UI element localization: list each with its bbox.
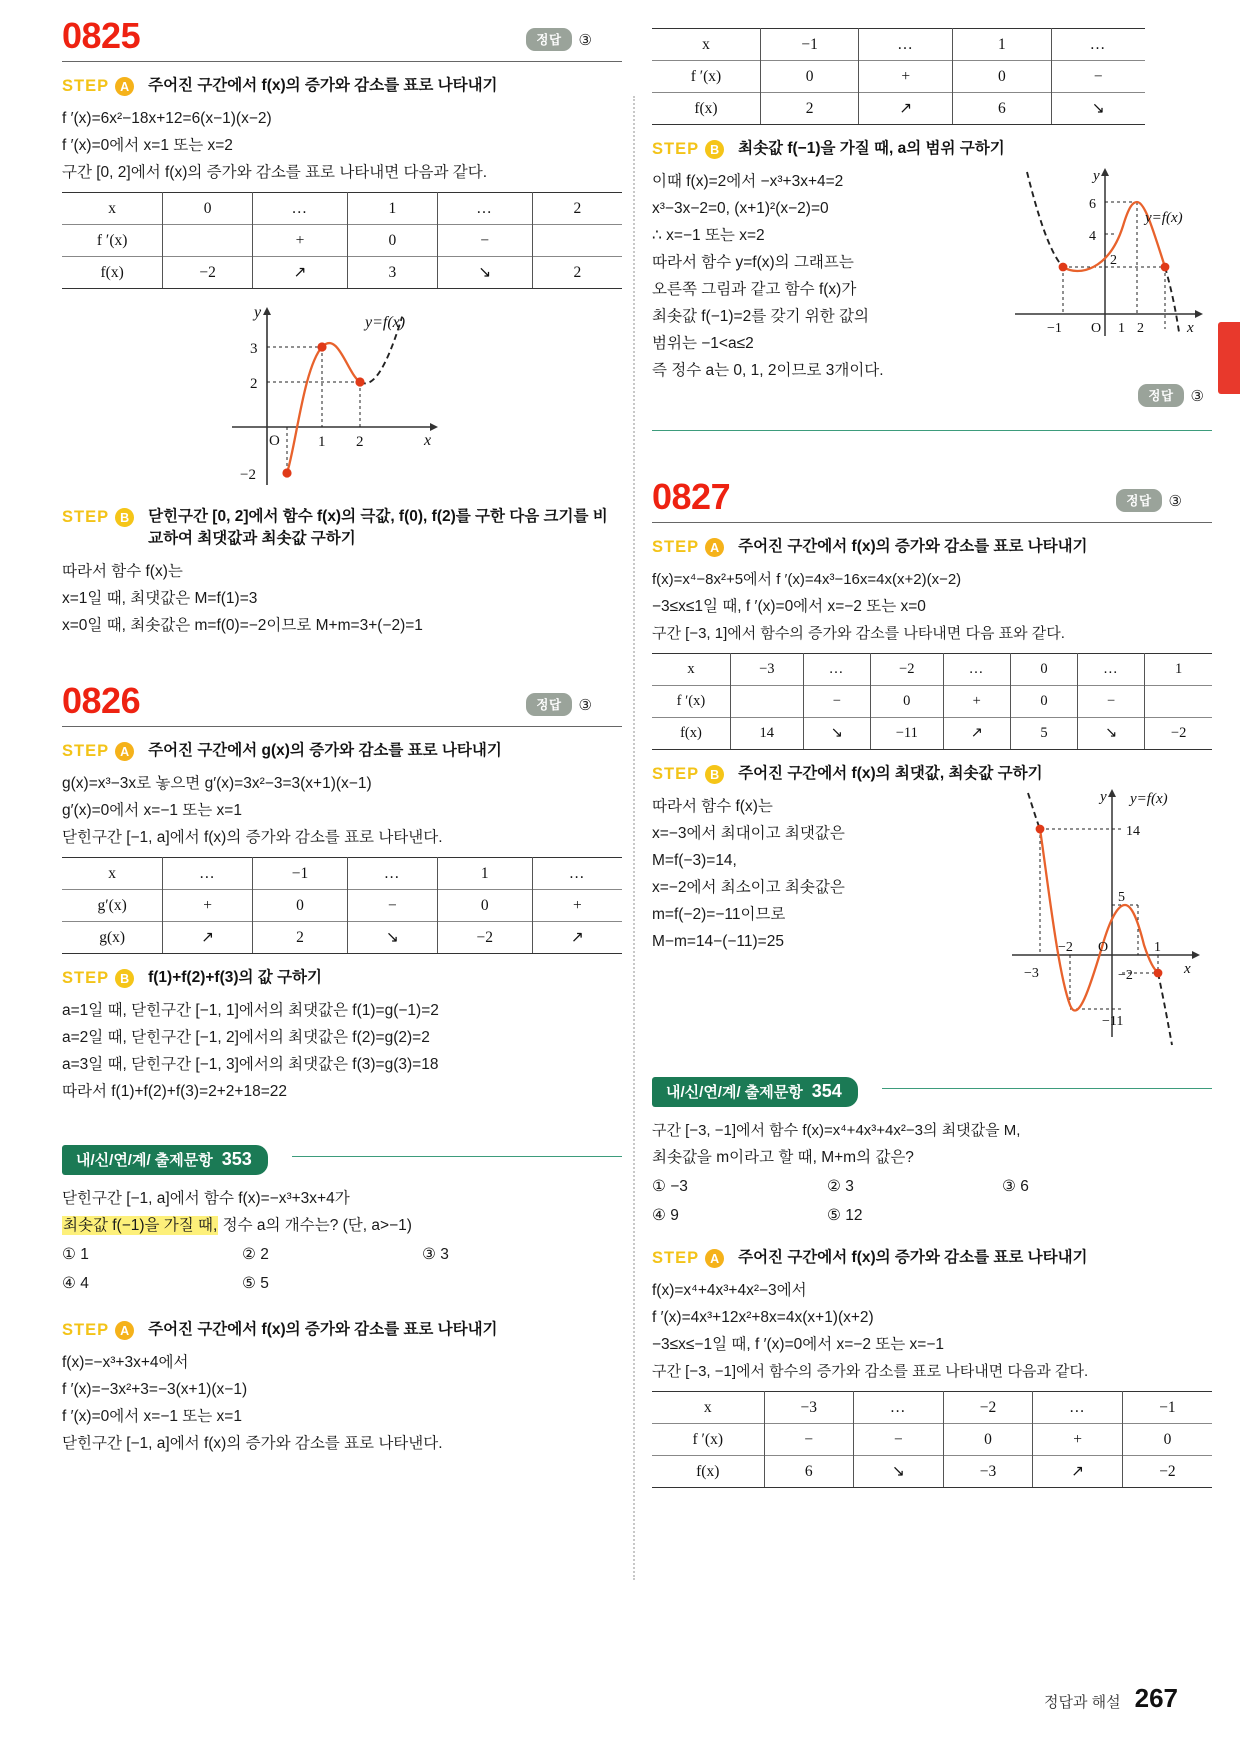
- y-tick-6: 6: [1089, 197, 1096, 212]
- x-axis-label: x: [1184, 961, 1191, 977]
- step-word: STEP: [62, 742, 110, 760]
- cell: 0: [437, 890, 532, 922]
- question-line: 닫힌구간 [−1, a]에서 함수 f(x)=−x³+3x+4가: [62, 1190, 350, 1207]
- choices-row-1: [652, 1173, 1212, 1200]
- formula-line: g′(x)=0에서 x=−1 또는 x=1: [62, 802, 242, 819]
- question-line-2: [62, 1212, 622, 1239]
- cell: 0: [1122, 1424, 1212, 1456]
- result-line: x=1일 때, 최댓값은 M=f(1)=3: [62, 590, 258, 607]
- problem-0825-header: [62, 15, 622, 62]
- formula-line: 구간 [−3, −1]에서 함수의 증가와 감소를 표로 나타내면 다음과 같다.: [652, 1363, 1089, 1380]
- cell: 0: [252, 890, 347, 922]
- cell: ↗: [859, 93, 953, 125]
- y-tick-2: 2: [250, 376, 258, 392]
- problem-0827-header: [652, 476, 1212, 523]
- cell: f(x): [652, 1456, 764, 1488]
- cell: f ′(x): [652, 61, 760, 93]
- formula-line: f(x)=−x³+3x+4에서: [62, 1354, 189, 1371]
- step-word: STEP: [652, 140, 700, 158]
- step-word: STEP: [652, 538, 700, 556]
- naesin-number: 353: [221, 1149, 252, 1169]
- result-line: 따라서 함수 f(x)는: [62, 563, 183, 580]
- formula-line: f ′(x)=4x³+12x²+8x=4x(x+1)(x+2): [652, 1309, 874, 1326]
- cell: 2: [760, 93, 859, 125]
- curve-label: y=f(x): [1145, 210, 1183, 226]
- answer-value: ③: [1168, 492, 1182, 510]
- formula-line: 구간 [−3, 1]에서 함수의 증가와 감소를 나타내면 다음 표와 같다.: [652, 625, 1065, 642]
- divider: [62, 726, 622, 727]
- page-number: 267: [1134, 1683, 1178, 1713]
- cell: −1: [760, 29, 859, 61]
- cell: …: [943, 654, 1010, 686]
- y-tick-neg2: −2: [240, 467, 256, 483]
- table-row: [652, 61, 1145, 93]
- cell: −1: [252, 858, 347, 890]
- cell: −: [437, 225, 532, 257]
- y-tick-4: 4: [1089, 229, 1096, 244]
- step-b-0825: [62, 506, 622, 550]
- step-badge-b: B: [705, 140, 724, 159]
- naesin-354-section: [652, 1077, 1212, 1488]
- cell: −3: [730, 654, 803, 686]
- formula-line: f ′(x)=6x²−18x+12=6(x−1)(x−2): [62, 110, 272, 127]
- formula-line: ∴ x=−1 또는 x=2: [652, 227, 765, 244]
- cell: +: [859, 61, 953, 93]
- cell: 14: [730, 718, 803, 750]
- cell: f ′(x): [62, 225, 163, 257]
- naesin-rule: [292, 1156, 622, 1157]
- cell: x: [652, 654, 730, 686]
- choice-1[interactable]: ① −3: [652, 1178, 688, 1195]
- step-b-353: [652, 138, 1212, 160]
- cell: [730, 686, 803, 718]
- cell: …: [854, 1392, 944, 1424]
- cell: ↘: [437, 257, 532, 289]
- x-tick-neg2: −2: [1058, 940, 1073, 955]
- result-line: 따라서 f(1)+f(2)+f(3)=2+2+18=22: [62, 1083, 288, 1100]
- y-tick-5: 5: [1118, 890, 1125, 905]
- cell: 1: [437, 858, 532, 890]
- table-row: [652, 1392, 1212, 1424]
- step-title: 주어진 구간에서 f(x)의 최댓값, 최솟값 구하기: [738, 765, 1043, 782]
- step-badge-a: A: [115, 77, 134, 96]
- answer-pill-label: 정답: [526, 28, 571, 51]
- y-tick-2: 2: [1110, 253, 1117, 268]
- step-b-0827-text: [652, 793, 968, 955]
- cell: 0: [163, 193, 253, 225]
- step-a-0827: [652, 536, 1212, 558]
- formula-line: g(x)=x³−3x로 놓으면 g′(x)=3x²−3=3(x+1)(x−1): [62, 775, 372, 792]
- cell: x: [652, 1392, 764, 1424]
- cell: −2: [943, 1392, 1033, 1424]
- y-axis-label: y: [254, 304, 262, 321]
- choice-5[interactable]: ⑤ 5: [242, 1275, 269, 1292]
- y-tick-3: 3: [250, 341, 258, 357]
- cell: −: [854, 1424, 944, 1456]
- origin-label: O: [1098, 940, 1109, 955]
- cell: −: [803, 686, 870, 718]
- step-title: 닫힌구간 [0, 2]에서 함수 f(x)의 극값, f(0), f(2)를 구한 다음 크기를 비교하여 최댓값과 최솟값 구하기: [148, 508, 608, 547]
- problem-number: 0825: [62, 15, 141, 56]
- table-row: [652, 654, 1212, 686]
- step-title: 주어진 구간에서 f(x)의 증가와 감소를 표로 나타내기: [148, 77, 498, 94]
- cell: 0: [953, 61, 1052, 93]
- naesin-banner: [62, 1145, 622, 1175]
- step-title: 최솟값 f(−1)을 가질 때, a의 범위 구하기: [738, 140, 1005, 157]
- answer-badge: [526, 693, 592, 716]
- step-title: f(1)+f(2)+f(3)의 값 구하기: [148, 969, 323, 986]
- formula-line: 오른쪽 그림과 같고 함수 f(x)가: [652, 281, 857, 298]
- table-row: [62, 257, 622, 289]
- cell: −2: [1122, 1456, 1212, 1488]
- naesin-question: [62, 1185, 622, 1297]
- cell: −2: [870, 654, 943, 686]
- page-footer: [1044, 1683, 1178, 1714]
- cell: 1: [953, 29, 1052, 61]
- cell: f(x): [652, 93, 760, 125]
- cell: 0: [348, 225, 438, 257]
- naesin-tag-label: 내/신/연/계/ 출제문항: [666, 1084, 803, 1101]
- problem-number: 0826: [62, 680, 141, 721]
- step-badge-a: A: [115, 1321, 134, 1340]
- step-title: 주어진 구간에서 g(x)의 증가와 감소를 표로 나타내기: [148, 742, 502, 759]
- right-column: [652, 0, 1212, 1700]
- table-row: [62, 922, 622, 954]
- cell: g(x): [62, 922, 163, 954]
- question-line: 구간 [−3, −1]에서 함수 f(x)=x⁴+4x³+4x²−3의 최댓값을 M,: [652, 1122, 1021, 1139]
- result-line: a=1일 때, 닫힌구간 [−1, 1]에서의 최댓값은 f(1)=g(−1)=2: [62, 1002, 439, 1019]
- choices-row-2: [652, 1202, 1212, 1229]
- cell: ↘: [803, 718, 870, 750]
- answer-pill-label: 정답: [1116, 489, 1161, 512]
- cell: …: [437, 193, 532, 225]
- cell: 0: [870, 686, 943, 718]
- variation-table-0826: [62, 857, 622, 954]
- table-row: [652, 1424, 1212, 1456]
- step-badge-a: A: [705, 538, 724, 557]
- formula-line: 이때 f(x)=2에서 −x³+3x+4=2: [652, 173, 844, 190]
- result-line: x=−2에서 최소이고 최솟값은: [652, 879, 845, 896]
- step-badge-b: B: [115, 969, 134, 988]
- result-line: x=−3에서 최대이고 최댓값은: [652, 825, 845, 842]
- graph-0825: [62, 295, 622, 500]
- result-line: m=f(−2)=−11이므로: [652, 906, 786, 923]
- cell: 2: [252, 922, 347, 954]
- choice-4[interactable]: ④ 4: [62, 1275, 89, 1292]
- choice-5[interactable]: ⑤ 12: [827, 1207, 863, 1224]
- graph-0827: [962, 787, 1212, 1067]
- graph-353: [997, 164, 1212, 354]
- table-row: [652, 1456, 1212, 1488]
- table-row: [652, 686, 1212, 718]
- y-tick-14: 14: [1126, 824, 1140, 839]
- divider: [62, 61, 622, 62]
- question-line-2: 최솟값을 m이라고 할 때, M+m의 값은?: [652, 1149, 914, 1166]
- answer-badge: [1116, 489, 1182, 512]
- answer-pill-label: 정답: [1138, 384, 1183, 407]
- cell: f ′(x): [652, 686, 730, 718]
- cell: [1145, 686, 1212, 718]
- step-b-0826: [62, 967, 622, 989]
- choice-3[interactable]: ③ 6: [1002, 1178, 1029, 1195]
- cell: g′(x): [62, 890, 163, 922]
- naesin-question: [652, 1117, 1212, 1229]
- result-line: M=f(−3)=14,: [652, 852, 737, 869]
- x-tick-2: 2: [1137, 321, 1144, 336]
- column-divider: [633, 96, 635, 1580]
- choice-4[interactable]: ④ 9: [652, 1207, 679, 1224]
- variation-table-0827: [652, 653, 1212, 750]
- cell: ↗: [943, 718, 1010, 750]
- step-a-0826: [62, 740, 622, 762]
- naesin-banner: [652, 1077, 1212, 1107]
- cell: …: [859, 29, 953, 61]
- step-word: STEP: [652, 765, 700, 783]
- cell: −3: [764, 1392, 854, 1424]
- formula-line: f ′(x)=−3x²+3=−3(x+1)(x−1): [62, 1381, 248, 1398]
- formula-line: x³−3x−2=0, (x+1)²(x−2)=0: [652, 200, 829, 217]
- table-row: [652, 718, 1212, 750]
- naesin-rule: [882, 1088, 1212, 1089]
- cell: −2: [1145, 718, 1212, 750]
- table-row: [62, 193, 622, 225]
- variation-table-354: [652, 1391, 1212, 1488]
- formula-line: 닫힌구간 [−1, a]에서 f(x)의 증가와 감소를 표로 나타낸다.: [62, 829, 443, 846]
- problem-0826-header: [62, 680, 622, 727]
- step-a-354: [652, 1247, 1212, 1269]
- cell: ↗: [1033, 1456, 1123, 1488]
- variation-table-0825: [62, 192, 622, 289]
- table-row: [652, 29, 1145, 61]
- answer-pill-label: 정답: [526, 693, 571, 716]
- result-line: 따라서 함수 f(x)는: [652, 798, 773, 815]
- cell: …: [1051, 29, 1145, 61]
- answer-value: ③: [578, 31, 592, 49]
- answer-value: ③: [1190, 387, 1204, 405]
- cell: ↘: [1078, 718, 1145, 750]
- cell: −: [764, 1424, 854, 1456]
- question-rest: 정수 a의 개수는? (단, a>−1): [218, 1217, 412, 1234]
- cell: +: [943, 686, 1010, 718]
- x-tick-1: 1: [318, 434, 326, 450]
- formula-line: 최솟값 f(−1)=2를 갖기 위한 값의: [652, 308, 869, 325]
- variation-table-353: [652, 28, 1145, 125]
- naesin-number: 354: [811, 1081, 842, 1101]
- cell: f(x): [652, 718, 730, 750]
- cell: +: [163, 890, 253, 922]
- step-a-353: [62, 1319, 622, 1341]
- naesin-tag: [652, 1077, 858, 1107]
- formula-line: 즉 정수 a는 0, 1, 2이므로 3개이다.: [652, 362, 884, 379]
- cell: 6: [953, 93, 1052, 125]
- cell: −: [1078, 686, 1145, 718]
- cell: f ′(x): [652, 1424, 764, 1456]
- step-badge-a: A: [115, 742, 134, 761]
- cell: 1: [348, 193, 438, 225]
- cell: 6: [764, 1456, 854, 1488]
- answer-badge-353: [1138, 384, 1204, 407]
- formula-line: f(x)=x⁴−8x²+5에서 f ′(x)=4x³−16x=4x(x+2)(x−2): [652, 571, 962, 588]
- cell: ↗: [532, 922, 622, 954]
- table-row: [62, 890, 622, 922]
- cell: [163, 225, 253, 257]
- naesin-tag-label: 내/신/연/계/ 출제문항: [76, 1152, 213, 1169]
- choices-row-1: [62, 1241, 622, 1268]
- cell: −3: [943, 1456, 1033, 1488]
- formula-line: 따라서 함수 y=f(x)의 그래프는: [652, 254, 854, 271]
- cell: −1: [1122, 1392, 1212, 1424]
- cell: 0: [1010, 654, 1077, 686]
- step-word: STEP: [62, 1321, 110, 1339]
- answer-value: ③: [578, 696, 592, 714]
- cell: ↘: [1051, 93, 1145, 125]
- formula-line: −3≤x≤1일 때, f ′(x)=0에서 x=−2 또는 x=0: [652, 598, 926, 615]
- cell: …: [252, 193, 347, 225]
- origin-label: O: [269, 433, 280, 449]
- naesin-353-section: [62, 1145, 622, 1457]
- column-gutter: [622, 0, 644, 1700]
- cell: …: [348, 858, 438, 890]
- step-b-0827-content: [652, 789, 1212, 1067]
- result-line: x=0일 때, 최솟값은 m=f(0)=−2이므로 M+m=3+(−2)=1: [62, 617, 423, 634]
- step-title: 주어진 구간에서 f(x)의 증가와 감소를 표로 나타내기: [148, 1321, 498, 1338]
- x-tick-neg1: −1: [1047, 321, 1062, 336]
- cell: +: [532, 890, 622, 922]
- step-word: STEP: [62, 969, 110, 987]
- y-axis-label: y: [1093, 168, 1100, 184]
- step-b-0827: [652, 763, 1212, 785]
- cell: x: [652, 29, 760, 61]
- cell: …: [1078, 654, 1145, 686]
- formula-line: f ′(x)=0에서 x=1 또는 x=2: [62, 137, 233, 154]
- step-word: STEP: [62, 508, 110, 526]
- cell: ↘: [348, 922, 438, 954]
- table-row: [62, 858, 622, 890]
- table-row: [652, 93, 1145, 125]
- cell: ↘: [854, 1456, 944, 1488]
- problem-number: 0827: [652, 476, 731, 517]
- cell: 5: [1010, 718, 1077, 750]
- y-tick-neg2: −2: [1118, 968, 1133, 983]
- cell: ↗: [163, 922, 253, 954]
- cell: …: [532, 858, 622, 890]
- cell: −11: [870, 718, 943, 750]
- left-column: [62, 0, 622, 1700]
- highlighted-text: 최솟값 f(−1)을 가질 때,: [63, 1217, 218, 1234]
- cell: 0: [760, 61, 859, 93]
- result-line: a=3일 때, 닫힌구간 [−1, 3]에서의 최댓값은 f(3)=g(3)=18: [62, 1056, 439, 1073]
- table-row: [62, 225, 622, 257]
- choice-2[interactable]: ② 2: [242, 1246, 269, 1263]
- x-axis-label: x: [1187, 320, 1194, 336]
- x-tick-1: 1: [1118, 321, 1125, 336]
- cell: −: [348, 890, 438, 922]
- result-line: M−m=14−(−11)=25: [652, 933, 784, 950]
- cell: 3: [348, 257, 438, 289]
- step-badge-a: A: [705, 1249, 724, 1268]
- cell: …: [163, 858, 253, 890]
- cell: f(x): [62, 257, 163, 289]
- cell: −2: [163, 257, 253, 289]
- x-tick-neg3: −3: [1024, 966, 1039, 981]
- formula-line: f(x)=x⁴+4x³+4x²−3에서: [652, 1282, 807, 1299]
- step-a-0825: [62, 75, 622, 97]
- x-axis-label: x: [424, 432, 432, 449]
- step-word: STEP: [652, 1249, 700, 1267]
- cell: …: [1033, 1392, 1123, 1424]
- choice-3[interactable]: ③ 3: [422, 1246, 449, 1263]
- cell: 0: [1010, 686, 1077, 718]
- x-tick-1: 1: [1154, 940, 1161, 955]
- answer-badge: [526, 28, 592, 51]
- step-b-353-content: [652, 168, 1212, 384]
- step-title: 주어진 구간에서 f(x)의 증가와 감소를 표로 나타내기: [738, 538, 1088, 555]
- curve-label: y=f(x): [1130, 791, 1168, 807]
- cell: −2: [437, 922, 532, 954]
- step-b-353-text: [652, 168, 997, 384]
- naesin-tag: [62, 1145, 268, 1175]
- cell: +: [1033, 1424, 1123, 1456]
- step-badge-b: B: [115, 508, 134, 527]
- x-tick-2: 2: [356, 434, 364, 450]
- cell: 1: [1145, 654, 1212, 686]
- choice-1[interactable]: ① 1: [62, 1246, 89, 1263]
- cell: −: [1051, 61, 1145, 93]
- cell: …: [803, 654, 870, 686]
- cell: +: [252, 225, 347, 257]
- origin-label: O: [1091, 321, 1102, 336]
- formula-line: 범위는 −1<a≤2: [652, 335, 754, 352]
- cell: ↗: [252, 257, 347, 289]
- choices-row-2: [62, 1270, 622, 1297]
- formula-line: 닫힌구간 [−1, a]에서 f(x)의 증가와 감소를 표로 나타낸다.: [62, 1435, 443, 1452]
- y-tick-neg11: −11: [1102, 1014, 1124, 1029]
- result-line: a=2일 때, 닫힌구간 [−1, 2]에서의 최댓값은 f(2)=g(2)=2: [62, 1029, 430, 1046]
- curve-label: y=f(x): [365, 314, 406, 331]
- cell: 2: [532, 257, 622, 289]
- step-badge-b: B: [705, 765, 724, 784]
- footer-label: 정답과 해설: [1043, 1694, 1121, 1711]
- formula-line: 구간 [0, 2]에서 f(x)의 증가와 감소를 표로 나타내면 다음과 같다.: [62, 164, 488, 181]
- cell: 2: [532, 193, 622, 225]
- divider: [652, 522, 1212, 523]
- y-axis-label: y: [1100, 789, 1107, 805]
- formula-line: f ′(x)=0에서 x=−1 또는 x=1: [62, 1408, 242, 1425]
- choice-2[interactable]: ② 3: [827, 1178, 854, 1195]
- cell: 0: [943, 1424, 1033, 1456]
- cell: x: [62, 193, 163, 225]
- step-title: 주어진 구간에서 f(x)의 증가와 감소를 표로 나타내기: [738, 1249, 1088, 1266]
- formula-line: −3≤x≤−1일 때, f ′(x)=0에서 x=−2 또는 x=−1: [652, 1336, 944, 1353]
- cell: x: [62, 858, 163, 890]
- step-word: STEP: [62, 77, 110, 95]
- cell: [532, 225, 622, 257]
